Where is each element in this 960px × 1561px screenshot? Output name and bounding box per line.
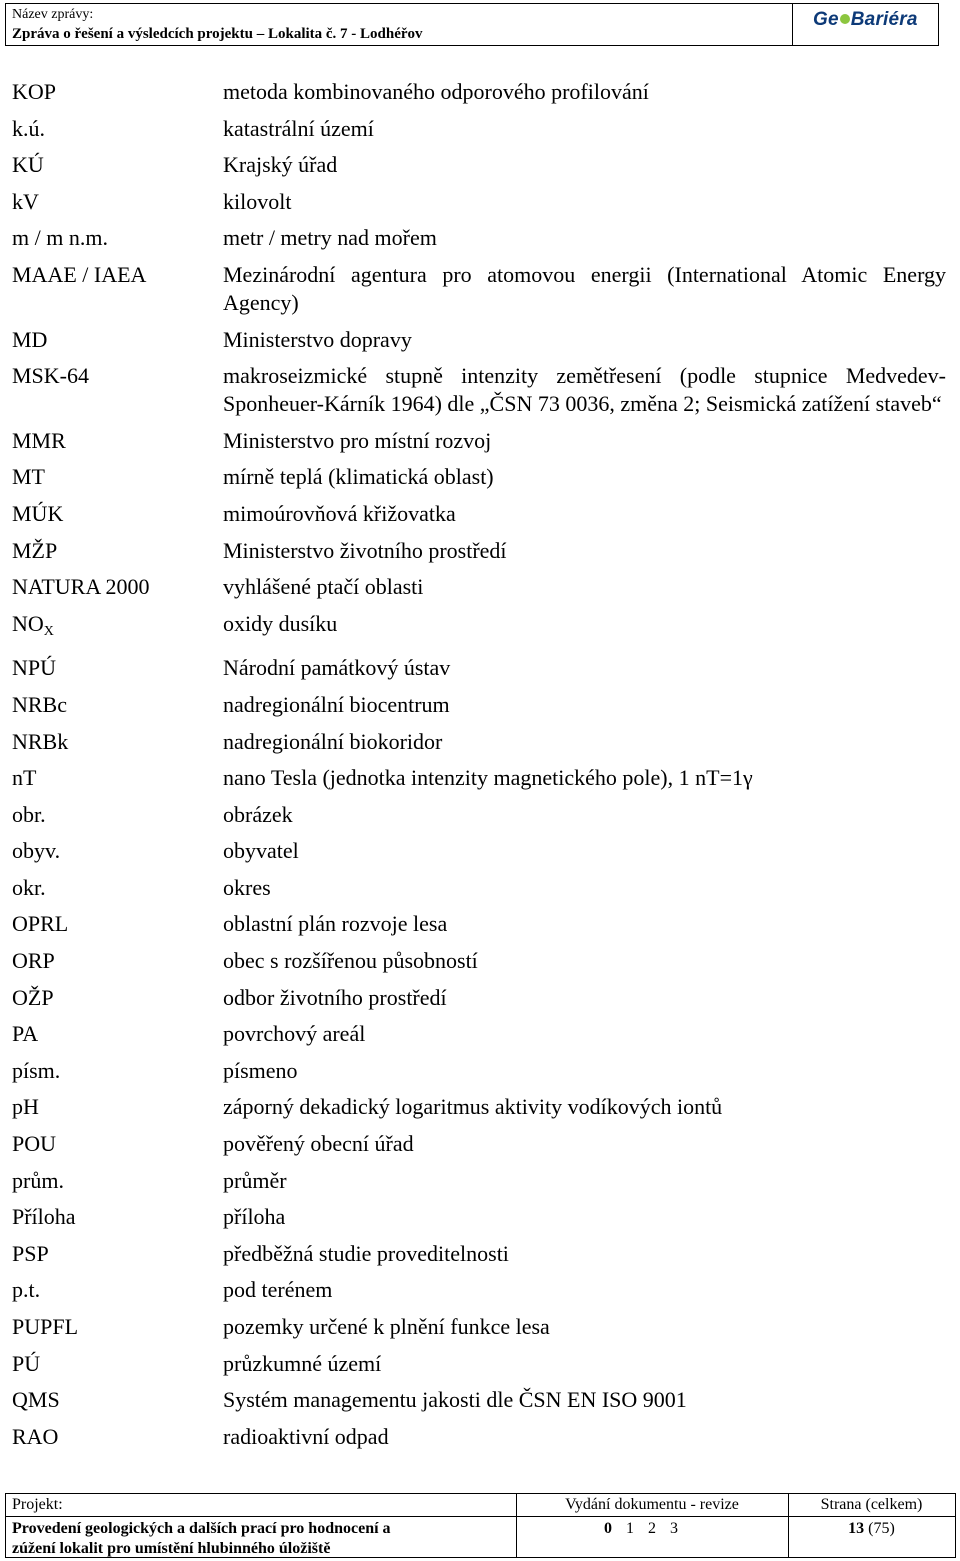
- abbreviation-term: PA: [12, 1021, 39, 1047]
- abbreviation-term: m / m n.m.: [12, 225, 108, 251]
- abbreviation-row: [12, 188, 946, 216]
- abbreviation-term: písm.: [12, 1057, 61, 1083]
- abbreviation-definition: nadregionální biokoridor: [223, 728, 443, 754]
- abbreviation-row: [12, 837, 946, 865]
- abbreviation-definition: pozemky určené k plnění funkce lesa: [223, 1314, 550, 1339]
- revision-values: [604, 1520, 678, 1538]
- abbreviation-definition: makroseizmické stupně intenzity zemětřesení (podle stupnice Medvedev-Sponheuer-Kárník 1964) dle „ČSN 73 0036, změna 2; Seismická zatížení staveb“: [223, 363, 946, 417]
- abbreviation-definition: okres: [223, 874, 271, 900]
- abbreviation-term: MÚK: [12, 500, 64, 526]
- footer-page-cell: [788, 1494, 955, 1557]
- abbreviation-subscript: X: [43, 623, 54, 639]
- abbreviation-definition: obyvatel: [223, 838, 299, 864]
- abbreviation-definition: Ministerstvo životního prostředí: [223, 537, 507, 563]
- abbreviation-term: PÚ: [12, 1350, 41, 1376]
- page-label: Strana (celkem): [820, 1496, 923, 1513]
- page-footer: [5, 1493, 956, 1558]
- abbreviation-definition: Krajský úřad: [223, 152, 338, 178]
- abbreviation-row: [12, 654, 946, 682]
- abbreviation-definition: Ministerstvo dopravy: [223, 326, 412, 352]
- abbreviation-term: NPÚ: [12, 655, 57, 681]
- abbreviation-definition: písmeno: [223, 1057, 298, 1083]
- project-name: Provedení geologických a dalších prací pro hodnocení a zúžení lokalit pro umístění hlubinného úložiště: [12, 1520, 391, 1557]
- abbreviation-row: [12, 801, 946, 829]
- abbreviation-term: okr.: [12, 874, 46, 900]
- abbreviation-term: KÚ: [12, 152, 44, 178]
- abbreviation-definition: obec s rozšířenou působností: [223, 948, 478, 974]
- abbreviation-row: [12, 463, 946, 491]
- abbreviation-row: [12, 261, 946, 317]
- abbreviation-row: [12, 500, 946, 528]
- abbreviation-row: [12, 1386, 946, 1414]
- abbreviation-term: MAAE / IAEA: [12, 261, 147, 287]
- report-name: Zpráva o řešení a výsledcích projektu – Lokalita č. 7 - Lodhéřov: [12, 26, 423, 42]
- abbreviation-row: [12, 224, 946, 252]
- abbreviation-row: [12, 874, 946, 902]
- abbreviation-row: [12, 728, 946, 756]
- abbreviation-term: k.ú.: [12, 115, 45, 141]
- abbreviation-row: [12, 1423, 946, 1451]
- abbreviation-row: [12, 573, 946, 601]
- page-header: [5, 3, 939, 46]
- abbreviation-definition: průměr: [223, 1167, 287, 1193]
- abbreviation-definition: pod terénem: [223, 1277, 333, 1303]
- abbreviation-definition: katastrální území: [223, 115, 374, 141]
- abbreviation-term: RAO: [12, 1423, 59, 1449]
- abbreviation-row: [12, 1203, 946, 1231]
- abbreviation-definition: nano Tesla (jednotka intenzity magnetického pole), 1 nT=1γ: [223, 765, 753, 791]
- abbreviation-definition: mírně teplá (klimatická oblast): [223, 464, 494, 490]
- footer-project-cell: [6, 1494, 517, 1557]
- abbreviation-definition: oxidy dusíku: [223, 610, 338, 636]
- abbreviation-term: obyv.: [12, 838, 61, 864]
- abbreviation-row: [12, 326, 946, 354]
- abbreviation-term: MŽP: [12, 537, 58, 563]
- abbreviation-row: [12, 1167, 946, 1195]
- revision-current: 0: [604, 1520, 612, 1537]
- page-number: 13 (75): [848, 1520, 895, 1537]
- abbreviation-term: PUPFL: [12, 1314, 79, 1339]
- logo-dot-icon: [840, 14, 850, 24]
- abbreviation-definition: Ministerstvo pro místní rozvoj: [223, 427, 492, 453]
- abbreviation-row: [12, 1350, 946, 1378]
- report-name-label: Název zprávy:: [12, 7, 94, 22]
- abbreviation-row: [12, 984, 946, 1012]
- abbreviation-definition: předběžná studie proveditelnosti: [223, 1240, 509, 1266]
- abbreviation-term: p.t.: [12, 1277, 41, 1303]
- abbreviation-term: Příloha: [12, 1204, 76, 1230]
- abbreviation-term: MSK-64: [12, 363, 90, 389]
- abbreviation-term: POU: [12, 1131, 57, 1157]
- abbreviation-row: [12, 610, 946, 646]
- abbreviation-row: [12, 1240, 946, 1268]
- abbreviation-row: [12, 1276, 946, 1304]
- abbreviation-definition: metr / metry nad mořem: [223, 225, 437, 251]
- abbreviation-term: MT: [12, 464, 45, 490]
- geobariera-logo: Ge Bariéra: [813, 9, 918, 30]
- abbreviation-definition: průzkumné území: [223, 1350, 382, 1376]
- revision-label: Vydání dokumentu - revize: [565, 1496, 739, 1513]
- abbreviation-row: [12, 537, 946, 565]
- abbreviation-term: QMS: [12, 1387, 60, 1413]
- abbreviation-row: [12, 691, 946, 719]
- abbreviation-definition: oblastní plán rozvoje lesa: [223, 911, 448, 937]
- abbreviation-row: [12, 764, 946, 792]
- abbreviation-row: [12, 1020, 946, 1048]
- abbreviation-definition: kilovolt: [223, 188, 292, 214]
- abbreviation-term: kV: [12, 188, 39, 214]
- abbreviation-definition: Systém managementu jakosti dle ČSN EN ISO 9001: [223, 1387, 687, 1413]
- abbreviation-definition: metoda kombinovaného odporového profilování: [223, 79, 649, 104]
- abbreviation-row: [12, 115, 946, 143]
- abbreviation-term: ORP: [12, 948, 55, 974]
- abbreviation-row: [12, 910, 946, 938]
- abbreviation-list: [12, 78, 946, 1459]
- abbreviation-row: [12, 1313, 946, 1341]
- abbreviation-definition: obrázek: [223, 801, 293, 827]
- abbreviation-term: PSP: [12, 1240, 49, 1266]
- abbreviation-term: nT: [12, 765, 37, 791]
- abbreviation-row: [12, 947, 946, 975]
- abbreviation-definition: Národní památkový ústav: [223, 655, 451, 681]
- abbreviation-row: [12, 427, 946, 455]
- abbreviation-definition: záporný dekadický logaritmus aktivity vodíkových iontů: [223, 1094, 723, 1120]
- abbreviation-row: [12, 78, 946, 106]
- abbreviation-row: [12, 151, 946, 179]
- abbreviation-definition: vyhlášené ptačí oblasti: [223, 574, 424, 600]
- abbreviation-row: [12, 1057, 946, 1085]
- abbreviation-term: MMR: [12, 427, 66, 453]
- abbreviation-definition: Mezinárodní agentura pro atomovou energii (International Atomic Energy Agency): [223, 261, 946, 315]
- abbreviation-term: OPRL: [12, 911, 69, 937]
- abbreviation-term: $NO_X$: [12, 610, 54, 639]
- logo-cell: [792, 4, 939, 45]
- abbreviation-term: pH: [12, 1094, 39, 1120]
- abbreviation-row: [12, 362, 946, 418]
- project-label: Projekt:: [12, 1496, 63, 1513]
- abbreviation-term: KOP: [12, 79, 57, 104]
- abbreviation-definition: mimoúrovňová křižovatka: [223, 500, 456, 526]
- abbreviation-definition: nadregionální biocentrum: [223, 691, 450, 717]
- abbreviation-row: [12, 1130, 946, 1158]
- abbreviation-term: NATURA 2000: [12, 574, 150, 600]
- abbreviation-definition: radioaktivní odpad: [223, 1423, 389, 1449]
- footer-revision-cell: [516, 1494, 789, 1557]
- revision-others: 1 2 3: [626, 1520, 678, 1537]
- abbreviation-term: NRBk: [12, 728, 69, 754]
- abbreviation-term: obr.: [12, 801, 46, 827]
- abbreviation-term: MD: [12, 326, 48, 352]
- abbreviation-row: [12, 1093, 946, 1121]
- abbreviation-definition: odbor životního prostředí: [223, 984, 447, 1010]
- abbreviation-term: prům.: [12, 1167, 64, 1193]
- abbreviation-definition: pověřený obecní úřad: [223, 1131, 414, 1157]
- abbreviation-definition: povrchový areál: [223, 1021, 366, 1047]
- abbreviation-term: NRBc: [12, 691, 67, 717]
- abbreviation-term: OŽP: [12, 984, 54, 1010]
- abbreviation-definition: příloha: [223, 1204, 286, 1230]
